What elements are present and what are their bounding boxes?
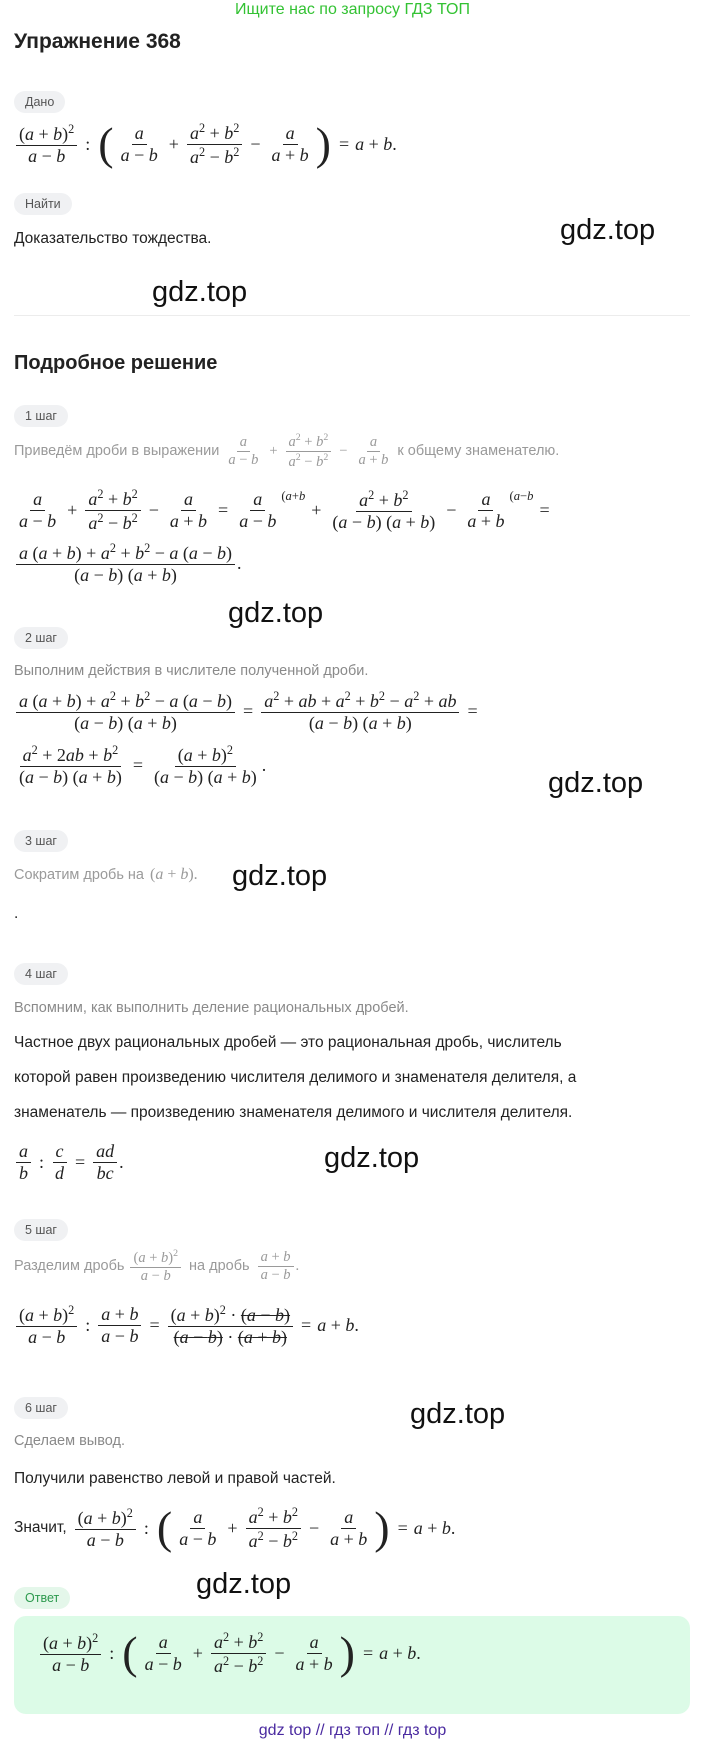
step-6-therefore: Значит, bbox=[14, 1519, 67, 1537]
step-1-text-after: к общему знаменателю. bbox=[397, 443, 560, 459]
step-6-formula: Значит, $(a + b)^2$ a − b : ( a a − b + $\frac{a^2 + b^2}{a^2 - b^2}$ − $\frac{a}{a + b}$ ) = a + b . bbox=[14, 1502, 456, 1554]
step-1-formula-a: a a − b + $\frac{a^2 + b^2}{a^2 - b^2}$ − $\frac{a}{a + b}$ = $\frac{a}{a - b}$ (a+b + $\frac{a^2 + b^2}{(a - b) (a + b)}$ − $\frac{a}{a + b}$ (a−b = bbox=[19, 487, 550, 533]
step-3-line: Сократим дробь на (a + b). bbox=[14, 866, 198, 883]
watermark: gdz.top bbox=[196, 1568, 292, 1600]
step-6-badge: 6 шаг bbox=[14, 1397, 68, 1419]
page-title: Упражнение 368 bbox=[14, 30, 181, 53]
watermark: gdz.top bbox=[548, 767, 644, 799]
step-5-formula: $(a + b)^2$ a − b : $\frac{a + b}{a - b}$ = $\frac{(a + b)^2 \cdot (a - b)}{(a - b) \cdot (a + b)}$ = a + b . bbox=[14, 1303, 359, 1347]
given-badge: Дано bbox=[14, 91, 65, 113]
answer-formula: $(a + b)^2$ a − b : ( a a − b + $\frac{a^2 + b^2}{a^2 - b^2}$ − $\frac{a}{a + b}$ ) = a + b . bbox=[38, 1630, 421, 1676]
watermark: gdz.top bbox=[324, 1142, 420, 1174]
footer-links[interactable]: gdz top // гдз топ // гдз top bbox=[258, 1722, 447, 1739]
find-text: Доказательство тождества. bbox=[14, 230, 212, 247]
answer-badge: Ответ bbox=[14, 1587, 70, 1609]
step-5-text: Разделим дробь bbox=[14, 1258, 125, 1275]
step-3-text: Сократим дробь на bbox=[14, 867, 144, 883]
step-5-badge: 5 шаг bbox=[14, 1219, 68, 1241]
watermark: gdz.top bbox=[560, 214, 656, 246]
find-badge: Найти bbox=[14, 193, 72, 215]
top-banner: Ищите нас по запросу ГДЗ ТОП bbox=[235, 1, 470, 18]
step-2-text: Выполним действия в числителе полученной дроби. bbox=[14, 663, 369, 679]
watermark: gdz.top bbox=[152, 276, 248, 308]
step-4-badge: 4 шаг bbox=[14, 963, 68, 985]
step-3-badge: 3 шаг bbox=[14, 830, 68, 852]
step-2-formula-b: $\frac{a^2 + 2ab + b^2}{(a - b) (a + b)}$ = $\frac{(a + b)^2}{(a - b) (a + b)}$ . bbox=[19, 743, 267, 787]
step-4-rule-line: знаменатель — произведению знаменателя делимого и числителя делителя. bbox=[14, 1104, 573, 1121]
step-4-rule-line: которой равен произведению числителя делимого и знаменателя делителя, а bbox=[14, 1069, 577, 1086]
watermark: gdz.top bbox=[410, 1398, 506, 1430]
step-3-dot: . bbox=[14, 905, 19, 922]
divider bbox=[14, 315, 690, 316]
watermark: gdz.top bbox=[232, 860, 328, 892]
step-1-intro: Приведём дроби в выражении a a − b + $\frac{a^2 + b^2}{a^2 - b^2}$ − $\frac{a}{a + b}$ к общему знаменателю. bbox=[14, 432, 560, 470]
step-2-badge: 2 шаг bbox=[14, 627, 68, 649]
step-1-badge: 1 шаг bbox=[14, 405, 68, 427]
step-1-formula-b: a $(a + b) + a^2 + b^2 - a$ (a − b) (a − b) (a + b) . bbox=[14, 541, 242, 585]
step-4-formula: a b : $\frac{c}{d}$ = $\frac{ad}{bc}$ . bbox=[14, 1141, 124, 1183]
step-2-formula-a: $\frac{a (a + b) + a^2 + b^2 - a (a - b)}{(a - b) (a + b)}$ = $\frac{a^2 + ab + a^2 + b^2 - a^2 + ab}{(a - b) (a + b)}$ = bbox=[14, 689, 484, 733]
step-5-text-mid: на дробь bbox=[189, 1258, 250, 1275]
step-4-rule-line: Частное двух рациональных дробей — это рациональная дробь, числитель bbox=[14, 1034, 562, 1051]
step-5-intro: Разделим дробь $(a + b)^2$ a − b на дробь a + b a − b . bbox=[14, 1248, 300, 1284]
watermark: gdz.top bbox=[228, 597, 324, 629]
step-4-text: Вспомним, как выполнить деление рациональных дробей. bbox=[14, 1000, 409, 1016]
step-6-conclusion: Получили равенство левой и правой частей. bbox=[14, 1470, 336, 1487]
given-formula: $(a + b)^2$ a − b : ( a a − b + $\frac{a^2 + b^2}{a^2 - b^2}$ − $\frac{a}{a + b}$ ) = a + b . bbox=[14, 121, 397, 167]
solution-title: Подробное решение bbox=[14, 352, 218, 374]
step-6-text: Сделаем вывод. bbox=[14, 1433, 126, 1449]
step-1-text: Приведём дроби в выражении bbox=[14, 443, 220, 459]
